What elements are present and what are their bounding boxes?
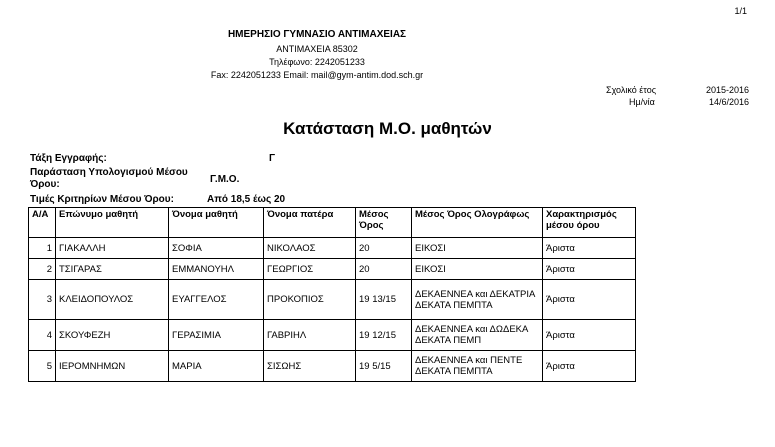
school-year-value: 2015-2016 <box>705 85 749 95</box>
cell-character: Άριστα <box>543 351 636 382</box>
school-phone: Τηλέφωνο: 2242051233 <box>269 57 365 67</box>
cell-aa: 1 <box>29 238 56 259</box>
cell-surname: ΣΚΟΥΦΕΖΗ <box>56 320 169 351</box>
cell-avg-words: ΔΕΚΑΕΝΝΕΑ και ΔΩΔΕΚΑ ΔΕΚΑΤΑ ΠΕΜΠ <box>412 320 543 351</box>
cell-avg: 20 <box>356 259 412 280</box>
cell-avg: 19 12/15 <box>356 320 412 351</box>
cell-avg-words: ΔΕΚΑΕΝΝΕΑ και ΠΕΝΤΕ ΔΕΚΑΤΑ ΠΕΜΠΤΑ <box>412 351 543 382</box>
cell-avg: 19 13/15 <box>356 280 412 320</box>
cell-aa: 5 <box>29 351 56 382</box>
header-avg: Μέσος Όρος <box>356 208 412 238</box>
date-value: 14/6/2016 <box>708 97 749 107</box>
table-row <box>29 280 636 320</box>
cell-avg: 19 5/15 <box>356 351 412 382</box>
page-number: 1/1 <box>734 6 747 16</box>
cell-aa: 4 <box>29 320 56 351</box>
param-value: Γ.Μ.Ο. <box>210 174 240 185</box>
date-label: Ημ/νία <box>629 97 655 107</box>
cell-father: ΣΙΣΩΗΣ <box>264 351 356 382</box>
cell-character: Άριστα <box>543 238 636 259</box>
cell-surname: ΤΣΙΓΑΡΑΣ <box>56 259 169 280</box>
cell-surname: ΙΕΡΟΜΝΗΜΩΝ <box>56 351 169 382</box>
table-header-row <box>29 208 636 238</box>
table-row <box>29 259 636 280</box>
param-label-line1: Παράσταση Υπολογισμού Μέσου <box>30 167 188 178</box>
cell-father: ΝΙΚΟΛΑΟΣ <box>264 238 356 259</box>
cell-name: ΓΕΡΑΣΙΜΙΑ <box>169 320 264 351</box>
table-row <box>29 238 636 259</box>
header-name: Όνομα μαθητή <box>169 208 264 238</box>
school-name: ΗΜΕΡΗΣΙΟ ΓΥΜΝΑΣΙΟ ΑΝΤΙΜΑΧΕΙΑΣ <box>227 29 407 40</box>
cell-avg-words: ΕΙΚΟΣΙ <box>412 259 543 280</box>
cell-character: Άριστα <box>543 320 636 351</box>
cell-avg-words: ΔΕΚΑΕΝΝΕΑ και ΔΕΚΑΤΡΙΑ ΔΕΚΑΤΑ ΠΕΜΠΤΑ <box>412 280 543 320</box>
header-aa: Α/Α <box>29 208 56 238</box>
range-label: Τιμές Κριτηρίων Μέσου Όρου: <box>30 194 174 205</box>
cell-name: ΜΑΡΙΑ <box>169 351 264 382</box>
cell-surname: ΚΛΕΙΔΟΠΟΥΛΟΣ <box>56 280 169 320</box>
cell-character: Άριστα <box>543 280 636 320</box>
cell-name: ΕΜΜΑΝΟΥΗΛ <box>169 259 264 280</box>
header-avg-words: Μέσος Όρος Ολογράφως <box>412 208 543 238</box>
class-label: Τάξη Εγγραφής: <box>30 153 107 164</box>
cell-name: ΣΟΦΙΑ <box>169 238 264 259</box>
param-label-line2: Όρου: <box>30 179 60 190</box>
cell-avg: 20 <box>356 238 412 259</box>
cell-aa: 3 <box>29 280 56 320</box>
school-address: ΑΝΤΙΜΑΧΕΙΑ 85302 <box>276 44 358 54</box>
header-character: Χαρακτηρισμός μέσου όρου <box>543 208 636 238</box>
cell-father: ΠΡΟΚΟΠΙΟΣ <box>264 280 356 320</box>
table-row <box>29 351 636 382</box>
header-father: Όνομα πατέρα <box>264 208 356 238</box>
school-fax-email: Fax: 2242051233 Email: mail@gym-antim.dod.sch.gr <box>210 70 424 80</box>
cell-aa: 2 <box>29 259 56 280</box>
cell-surname: ΓΙΑΚΑΛΛΗ <box>56 238 169 259</box>
header-surname: Επώνυμο μαθητή <box>56 208 169 238</box>
cell-avg-words: ΕΙΚΟΣΙ <box>412 238 543 259</box>
school-year-label: Σχολικό έτος <box>606 85 657 95</box>
table-row <box>29 320 636 351</box>
cell-father: ΓΑΒΡΙΗΛ <box>264 320 356 351</box>
range-value: Από 18,5 έως 20 <box>207 194 286 205</box>
page-title: Κατάσταση Μ.Ο. μαθητών <box>283 119 492 138</box>
cell-name: ΕΥΑΓΓΕΛΟΣ <box>169 280 264 320</box>
students-table <box>28 207 636 382</box>
cell-character: Άριστα <box>543 259 636 280</box>
class-value: Γ <box>269 153 276 164</box>
cell-father: ΓΕΩΡΓΙΟΣ <box>264 259 356 280</box>
